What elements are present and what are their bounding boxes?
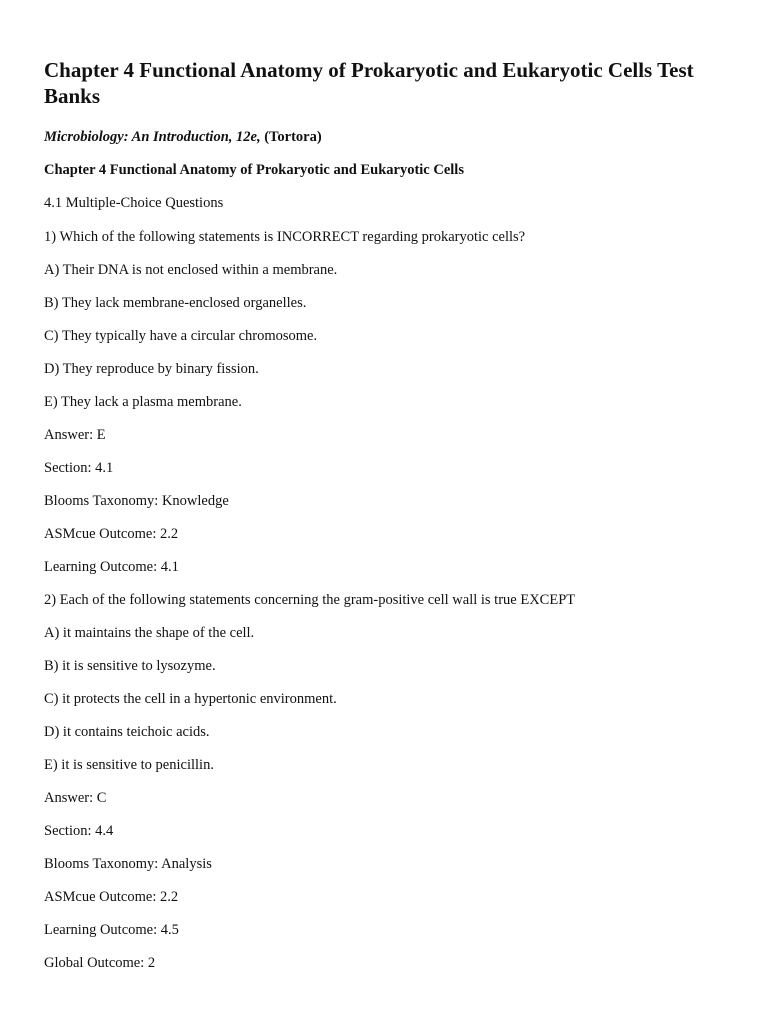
question-1-section: Section: 4.1 xyxy=(44,460,114,476)
question-1-option-d: D) They reproduce by binary fission. xyxy=(44,361,259,377)
book-citation xyxy=(44,128,322,146)
question-2-blooms: Blooms Taxonomy: Analysis xyxy=(44,856,212,872)
question-2-option-b: B) it is sensitive to lysozyme. xyxy=(44,658,216,674)
question-2-global-outcome: Global Outcome: 2 xyxy=(44,955,156,971)
question-2-asmcue: ASMcue Outcome: 2.2 xyxy=(44,889,179,905)
question-2-prompt: 2) Each of the following statements concerning the gram-positive cell wall is true EXCEPT xyxy=(44,592,576,608)
question-1-option-a: A) Their DNA is not enclosed within a membrane. xyxy=(44,262,338,278)
book-title: Microbiology: An Introduction, 12e, xyxy=(44,129,261,145)
question-1-option-b: B) They lack membrane-enclosed organelles. xyxy=(44,295,307,311)
question-1-answer: Answer: E xyxy=(44,427,106,443)
section-heading: 4.1 Multiple-Choice Questions xyxy=(44,195,224,211)
question-1-option-e: E) They lack a plasma membrane. xyxy=(44,394,242,410)
question-1-prompt: 1) Which of the following statements is INCORRECT regarding prokaryotic cells? xyxy=(44,229,526,245)
question-2-option-c: C) it protects the cell in a hypertonic environment. xyxy=(44,691,337,707)
page-title: Chapter 4 Functional Anatomy of Prokaryotic and Eukaryotic Cells Test Banks xyxy=(44,58,694,108)
question-1-learning-outcome: Learning Outcome: 4.1 xyxy=(44,559,179,575)
book-author: (Tortora) xyxy=(260,129,322,145)
question-1-asmcue: ASMcue Outcome: 2.2 xyxy=(44,526,179,542)
question-1-option-c: C) They typically have a circular chromosome. xyxy=(44,328,318,344)
chapter-heading: Chapter 4 Functional Anatomy of Prokaryotic and Eukaryotic Cells xyxy=(44,162,464,178)
question-1-blooms: Blooms Taxonomy: Knowledge xyxy=(44,493,229,509)
question-2-option-d: D) it contains teichoic acids. xyxy=(44,724,210,740)
question-2-option-e: E) it is sensitive to penicillin. xyxy=(44,757,214,773)
question-2-answer: Answer: C xyxy=(44,790,107,806)
question-2-option-a: A) it maintains the shape of the cell. xyxy=(44,625,255,641)
question-2-section: Section: 4.4 xyxy=(44,823,114,839)
question-2-learning-outcome: Learning Outcome: 4.5 xyxy=(44,922,179,938)
